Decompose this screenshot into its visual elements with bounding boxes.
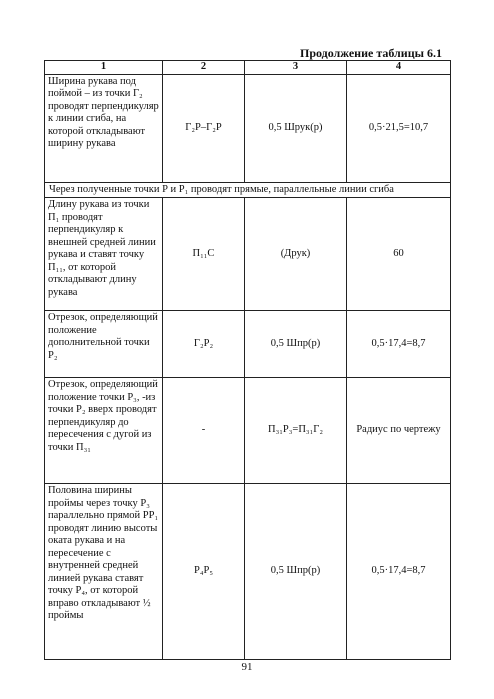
row-segment: Г₂Р–Г₂Р [163, 74, 245, 182]
row-value: 0,5·17,4=8,7 [347, 311, 451, 378]
row-value: Радиус по чертежу [347, 378, 451, 484]
column-header-4: 4 [347, 61, 451, 75]
row-description: Длину рукава из точки П₁ проводят перпендикуляр к внешней средней линии рукава и ставят точку П₁₁, от которой откладывают длину рукава [45, 198, 163, 311]
table-span-row [45, 182, 451, 198]
row-formula: 0,5 Шпр(р) [245, 311, 347, 378]
table-caption: Продолжение таблицы 6.1 [299, 46, 442, 60]
row-formula: (Друк) [245, 198, 347, 311]
row-segment: Р₄Р₅ [163, 484, 245, 660]
column-header-3: 3 [245, 61, 347, 75]
row-description: Половина ширины проймы через точку Р₃ параллельно прямой РР₁ проводят линию высоты оката рукава и на пересечение с внутренней средней линией рукава ставят точку Р₄, от которой вправо откладывают ½ проймы [45, 484, 163, 660]
row-segment: - [163, 378, 245, 484]
row-description: Отрезок, определяющий положение точки Р₃, -из точки Р₂ вверх проводят перпендикуляр до пересечения с дугой из точки П₃₁ [45, 378, 163, 484]
row-formula: 0,5 Шпр(р) [245, 484, 347, 660]
parameters-table [44, 60, 451, 660]
span-note: Через полученные точки Р и Р₁ проводят прямые, параллельные линии сгиба [45, 182, 451, 198]
table-row [45, 198, 451, 311]
column-header-1: 1 [45, 61, 163, 75]
row-value: 0,5·17,4=8,7 [347, 484, 451, 660]
table-row [45, 484, 451, 660]
table-header-row [45, 61, 451, 75]
table-row [45, 74, 451, 182]
column-header-2: 2 [163, 61, 245, 75]
row-segment: Г₂Р₂ [163, 311, 245, 378]
row-value: 0,5·21,5=10,7 [347, 74, 451, 182]
row-description: Ширина рукава под поймой – из точки Г₂ проводят перпендикуляр к линии сгиба, на которой откладывают ширину рукава [45, 74, 163, 182]
table-row [45, 378, 451, 484]
row-description: Отрезок, определяющий положение дополнительной точки Р₂ [45, 311, 163, 378]
row-segment: П₁₁С [163, 198, 245, 311]
table-row [45, 311, 451, 378]
row-formula: П₃₁Р₃=П₃₁Г₂ [245, 378, 347, 484]
page-number: 91 [241, 661, 253, 673]
row-value: 60 [347, 198, 451, 311]
row-formula: 0,5 Шрук(р) [245, 74, 347, 182]
